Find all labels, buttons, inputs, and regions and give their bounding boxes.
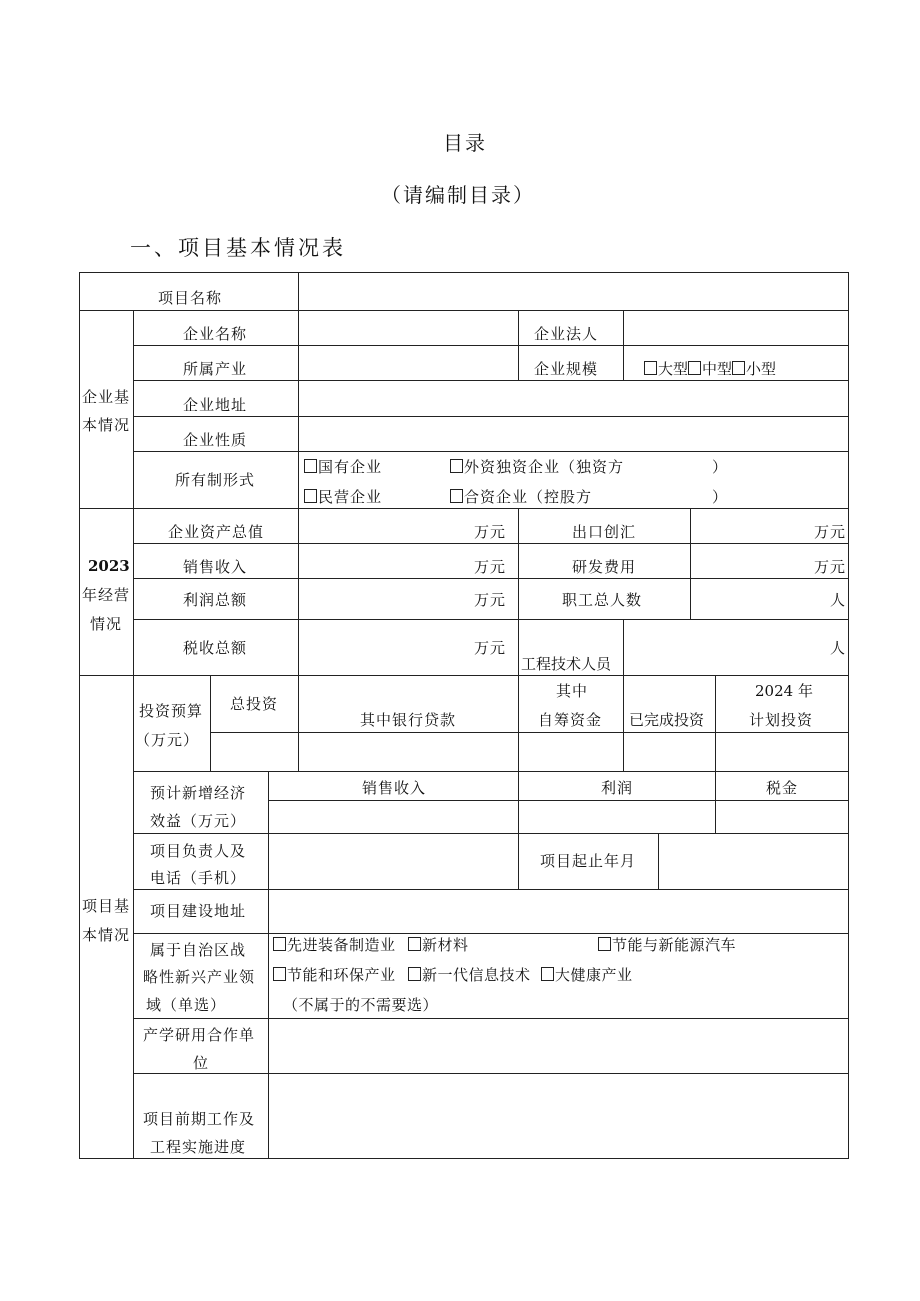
progress-label: 工程实施进度 — [150, 1138, 247, 1156]
progress-label: 项目前期工作及 — [143, 1110, 256, 1128]
self-funds-field[interactable] — [519, 733, 623, 771]
self-funds-label: 其中 — [556, 682, 589, 700]
unit-wan: 万元 — [474, 523, 507, 541]
period-label: 项目起止年月 — [540, 852, 637, 870]
sales-label: 销售收入 — [183, 558, 248, 576]
industry-label: 所属产业 — [183, 360, 248, 378]
checkbox-icon — [598, 937, 611, 951]
partner-field[interactable] — [269, 1019, 848, 1073]
staff-label: 职工总人数 — [562, 591, 643, 609]
industry-field[interactable] — [299, 346, 518, 380]
checkbox-icon — [450, 489, 463, 503]
scale-medium-checkbox[interactable] — [688, 361, 701, 375]
rnd-label: 研发费用 — [572, 558, 637, 576]
enterprise-name-label: 企业名称 — [183, 325, 248, 343]
enterprise-group-label: 企业基 — [82, 388, 131, 406]
benefit-label: 效益（万元） — [150, 812, 247, 830]
table-border-right — [848, 272, 849, 1159]
bank-loan-label: 其中银行贷款 — [360, 711, 457, 729]
rule — [518, 771, 519, 834]
nature-label: 企业性质 — [183, 431, 248, 449]
benefit-sales-label: 销售收入 — [362, 779, 427, 797]
operations-group-label: 年经营 — [82, 586, 131, 604]
ownership-label: 所有制形式 — [175, 471, 256, 489]
rule — [133, 310, 134, 1159]
completed-label: 已完成投资 — [629, 711, 705, 729]
benefit-profit-label: 利润 — [601, 779, 634, 797]
total-invest-label: 总投资 — [230, 695, 279, 713]
ownership-option-foreign[interactable]: 外资独资企业（独资方 — [450, 458, 624, 476]
progress-field[interactable] — [269, 1074, 848, 1158]
checkbox-icon — [408, 967, 421, 981]
self-funds-label: 自筹资金 — [538, 711, 603, 729]
engineers-label: 工程技术人员 — [521, 655, 612, 673]
ownership-foreign-close: ） — [712, 458, 729, 476]
field-option-advanced-mfg[interactable]: 先进装备制造业 — [273, 936, 396, 954]
legal-person-field[interactable] — [624, 311, 848, 345]
toc-title: 目录 — [443, 131, 487, 155]
total-assets-label: 企业资产总值 — [168, 523, 265, 541]
project-name-label: 项目名称 — [158, 289, 223, 307]
address-label: 企业地址 — [183, 396, 248, 414]
scale-small-checkbox[interactable] — [732, 361, 745, 375]
legal-person-label: 企业法人 — [534, 325, 599, 343]
unit-wan: 万元 — [814, 523, 847, 541]
benefit-label: 预计新增经济 — [150, 784, 247, 802]
toc-note: （请编制目录） — [381, 183, 535, 207]
unit-wan: 万元 — [474, 639, 507, 657]
rule — [79, 675, 849, 676]
plan-field[interactable] — [716, 733, 848, 771]
plan-label: 计划投资 — [749, 711, 814, 729]
completed-field[interactable] — [624, 733, 715, 771]
checkbox-icon — [273, 937, 286, 951]
unit-wan: 万元 — [814, 558, 847, 576]
benefit-tax-label: 税金 — [766, 779, 799, 797]
ownership-option-state[interactable]: 国有企业 — [304, 458, 382, 476]
leader-field[interactable] — [269, 834, 518, 889]
rule — [518, 508, 519, 676]
scale-large-label: 大型 — [658, 360, 689, 378]
partner-label: 位 — [193, 1054, 210, 1072]
field-option-nev[interactable]: 节能与新能源汽车 — [598, 936, 736, 954]
tax-label: 税收总额 — [183, 639, 248, 657]
rule — [623, 619, 624, 676]
field-option-new-material[interactable]: 新材料 — [408, 936, 469, 954]
partner-label: 产学研用合作单 — [143, 1026, 256, 1044]
unit-wan: 万元 — [474, 558, 507, 576]
table-border-left — [79, 272, 80, 1159]
leader-label: 项目负责人及 — [150, 842, 247, 860]
enterprise-name-field[interactable] — [299, 311, 518, 345]
operations-group-label: 2023 — [88, 557, 130, 575]
unit-person: 人 — [830, 591, 847, 609]
bank-loan-field[interactable] — [299, 733, 518, 771]
rule — [133, 578, 849, 579]
checkbox-icon — [304, 489, 317, 503]
rule — [715, 771, 716, 834]
project-group-label: 项目基 — [82, 897, 131, 915]
export-label: 出口创汇 — [572, 523, 637, 541]
project-group-label: 本情况 — [82, 926, 131, 944]
ownership-option-joint[interactable]: 合资企业（控股方 — [450, 488, 592, 506]
leader-label: 电话（手机） — [150, 869, 247, 887]
ownership-option-private[interactable]: 民营企业 — [304, 488, 382, 506]
rule — [79, 508, 849, 509]
unit-wan: 万元 — [474, 591, 507, 609]
field-option-health[interactable]: 大健康产业 — [541, 966, 633, 984]
rule — [133, 619, 849, 620]
project-name-field[interactable] — [299, 273, 848, 310]
field-option-env[interactable]: 节能和环保产业 — [273, 966, 396, 984]
rule — [133, 543, 849, 544]
scale-small-label: 小型 — [746, 360, 777, 378]
checkbox-icon — [450, 459, 463, 473]
rule — [133, 451, 849, 452]
table-border-bottom — [79, 1158, 849, 1159]
enterprise-group-label: 本情况 — [82, 416, 131, 434]
checkbox-icon — [273, 967, 286, 981]
rule — [518, 833, 519, 890]
section-title: 一、项目基本情况表 — [130, 236, 346, 260]
budget-label: （万元） — [135, 731, 200, 749]
plan-label: 2024 年 — [755, 682, 813, 700]
checkbox-icon — [408, 937, 421, 951]
total-invest-field[interactable] — [211, 733, 298, 771]
field-label: 属于自治区战 — [150, 941, 247, 959]
scale-large-checkbox[interactable] — [644, 361, 657, 375]
scale-medium-label: 中型 — [702, 360, 733, 378]
field-label: 域（单选） — [146, 996, 227, 1014]
address-field[interactable] — [299, 381, 848, 416]
field-label: 略性新兴产业领 — [143, 968, 256, 986]
field-note: （不属于的不需要选） — [283, 996, 439, 1014]
nature-field[interactable] — [299, 417, 848, 451]
profit-label: 利润总额 — [183, 591, 248, 609]
unit-person: 人 — [830, 639, 847, 657]
budget-label: 投资预算 — [139, 702, 204, 720]
scale-label: 企业规模 — [534, 360, 599, 378]
rule — [690, 508, 691, 620]
period-field[interactable] — [659, 834, 848, 889]
checkbox-icon — [304, 459, 317, 473]
site-field[interactable] — [269, 890, 848, 933]
rule — [133, 771, 849, 772]
operations-group-label: 情况 — [90, 615, 123, 633]
scale-options — [644, 360, 776, 378]
site-label: 项目建设地址 — [150, 902, 247, 920]
rule — [133, 933, 849, 934]
rule — [268, 800, 849, 801]
field-option-it[interactable]: 新一代信息技术 — [408, 966, 531, 984]
checkbox-icon — [541, 967, 554, 981]
rule — [518, 310, 519, 381]
ownership-joint-close: ） — [712, 488, 729, 506]
